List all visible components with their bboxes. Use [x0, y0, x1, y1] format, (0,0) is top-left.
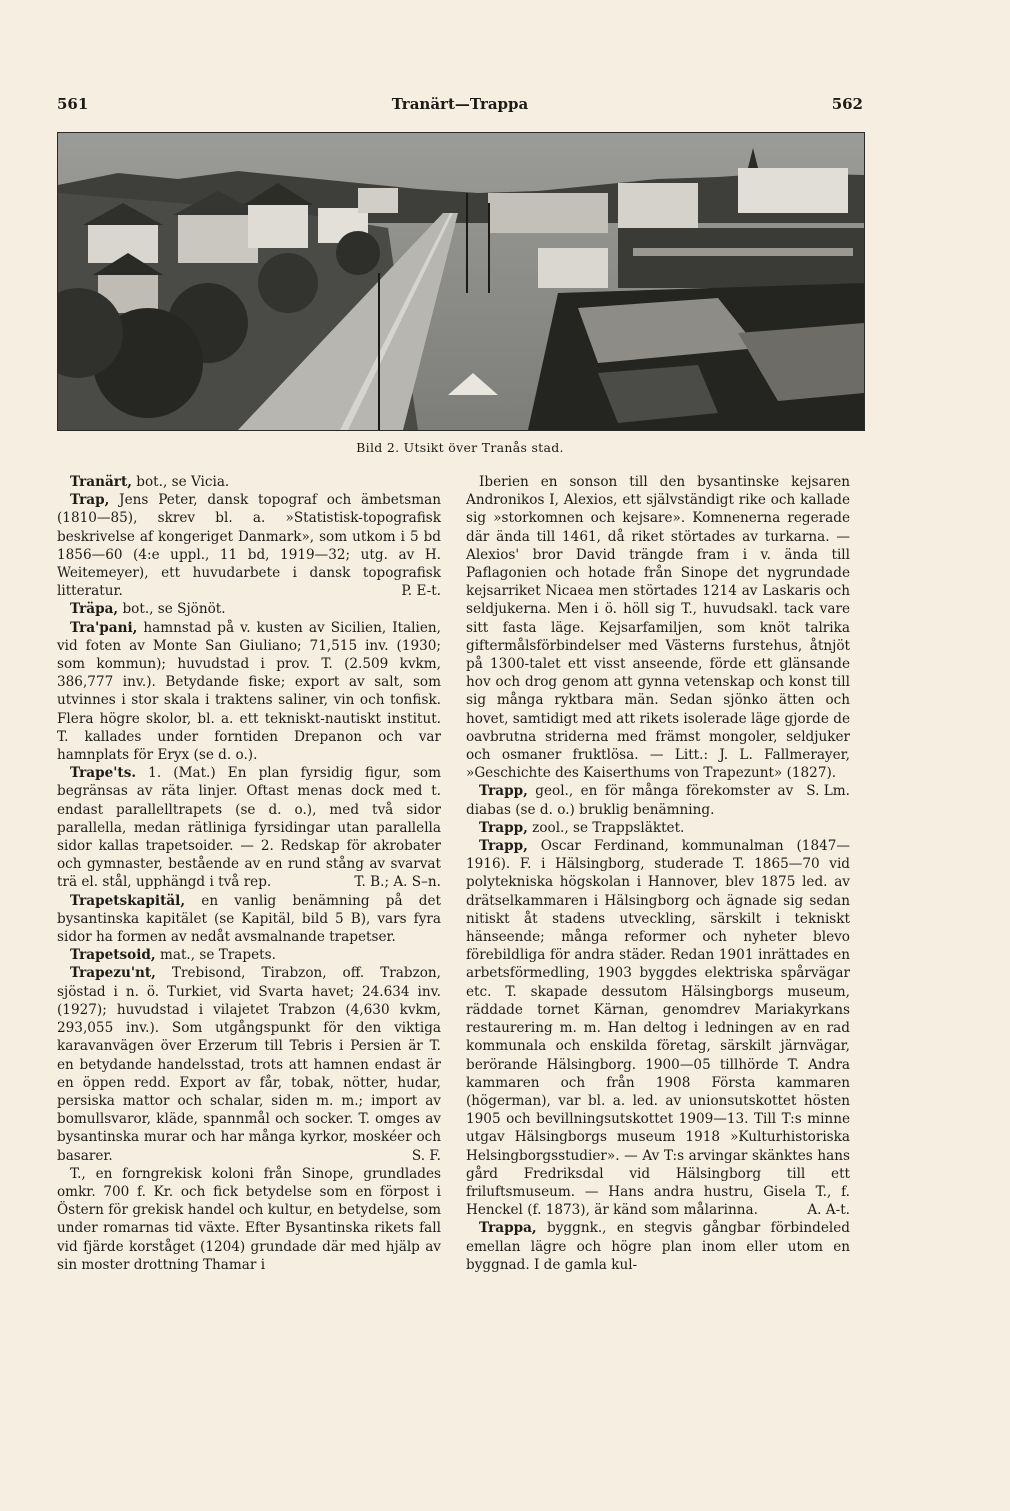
- author-signature: S. Lm.: [806, 783, 850, 800]
- article-entry: [466, 819, 850, 837]
- author-signature: S. F.: [411, 1147, 441, 1164]
- article-entry: [57, 491, 441, 600]
- entry-text: Iberien en sonson till den bysantinske kejsaren Andronikos I, Alexios, ett självständigt rike och kallade sig »storkomnen och kejsare». Komnenerna regerade där ända till 1461, då riket störtades av turkarna. — Alexios' bror David trängde fram i v. ända till Paflagonien och hotade från Sinope det nygrundade kejsarriket Nicaea men störtades 1214 av Laskaris och seldjukerna. Men i ö. höll sig T., huvudsakl. tack vare sitt fasta läge. Kejsarfamiljen, som knöt talrika giftermålsförbindelser med Västerns furstehus, åtnjöt på 1300-talet ett visst anseende, förde ett glänsande hov och drog genom att gynna vetenskap och konst till sig många ryktbara män. Sedan sjönko ätten och hovet, samtidigt med att rikets isolerade läge gjorde de oavbrutna striderna med främst mongoler, seldjuker och osmaner fruktlösa. — Litt.: J. L. Fallmerayer, »Geschichte des Kaiserthums von Trapezunt» (1827).: [466, 474, 850, 782]
- town-photograph: [57, 132, 865, 431]
- article-entry: [57, 764, 441, 891]
- figure-caption: Bild 2. Utsikt över Tranås stad.: [356, 440, 564, 455]
- entry-text: zool., se Trappsläktet.: [527, 819, 685, 836]
- entry-text: bot., se Sjönöt.: [118, 601, 226, 618]
- entry-headword: Trappa,: [479, 1220, 537, 1237]
- article-entry: [57, 619, 441, 765]
- article-entry: [466, 837, 850, 1219]
- entry-headword: Trapp,: [479, 838, 528, 855]
- entry-headword: Trape'ts.: [70, 765, 137, 782]
- author-signature: P. E-t.: [401, 583, 441, 600]
- entry-text: Oscar Ferdinand, kommunalman (1847—1916). F. i Hälsingborg, studerade T. 1865—70 vid polytekniska högskolan i Hannover, blev 1875 led. av drätselkammaren i Hälsingborg och ägnade sig sedan nitiskt åt stadens utveckling, särskilt i tekniskt hänseende; många reformer och nyheter blevo förebildliga för andra städer. Redan 1901 inrättades en arbetsförmedling, 1903 byggdes elektriska spårvägar etc. T. skapade dessutom Hälsingborgs museum, räddade tornet Kärnan, genomdrev Mariakyrkans restaurering m. m. Han deltog i ledningen av en rad kommunala och enskilda företag, särskilt järnvägar, berörande Hälsingborg. 1900—05 tillhörde T. Andra kammaren och från 1908 Första kammaren (högerman), var bl. a. led. av unionsutskottet hösten 1905 och bevillningsutskottet 1909—13. Till T:s minne utgav Hälsingborgs museum 1918 »Kulturhistoriska Helsingborgsstudier». — Av T:s arvingar skänktes hans gård Fredriksdal vid Hälsingborg till ett friluftsmuseum. — Hans andra hustru, Gisela T., f. Henckel (f. 1873), är känd som målarinna.: [466, 838, 850, 1219]
- entry-headword: Trapp,: [479, 819, 528, 836]
- article-entry: [57, 1165, 441, 1274]
- photo-illustration: [58, 133, 864, 430]
- entry-text: geol., en för många förekomster av diabas (se d. o.) bruklig benämning.: [466, 783, 794, 818]
- entry-text: mat., se Trapets.: [155, 947, 276, 964]
- page-number-right: 562: [831, 95, 863, 113]
- left-text-column: [57, 473, 441, 1274]
- article-entry: [466, 782, 850, 818]
- running-header: [57, 95, 863, 119]
- article-entry: [57, 473, 441, 491]
- entry-headword: Tranärt,: [70, 474, 132, 490]
- entry-headword: Trapetskapitäl,: [70, 892, 186, 909]
- running-title: Tranärt—Trappa: [391, 95, 529, 113]
- entry-headword: Tra'pani,: [70, 619, 138, 636]
- article-entry: [57, 964, 441, 1164]
- entry-headword: Trapetsoid,: [70, 947, 156, 964]
- author-signature: T. B.; A. S–n.: [354, 874, 441, 891]
- author-signature: A. A-t.: [807, 1202, 850, 1219]
- entry-text: bot., se Vicia.: [131, 474, 230, 490]
- entry-headword: Trapp,: [479, 783, 528, 800]
- entry-text: 1. (Mat.) En plan fyrsidig figur, som begränsas av räta linjer. Oftast menas dock med t. endast parallelltrapets (se d. o.), med två sidor parallella, medan rätliniga fyrsidingar utan parallella sidor kallas trapetsoider. — 2. Redskap för akrobater och gymnaster, bestående av en rund stång av svarvat trä el. stål, upphängd i två rep.: [57, 765, 441, 891]
- article-entry: [57, 946, 441, 964]
- article-entry: [466, 1219, 850, 1274]
- entry-text: byggnk., en stegvis gångbar förbindeled emellan lägre och högre plan inom eller utom en byggnad. I de gamla kul-: [466, 1220, 850, 1273]
- entry-headword: Trap,: [70, 492, 110, 509]
- entry-headword: Trapezu'nt,: [70, 965, 156, 982]
- entry-headword: Träpa,: [70, 601, 119, 618]
- page-number-left: 561: [57, 95, 89, 113]
- right-text-column: [466, 473, 850, 1274]
- entry-text: Trebisond, Tirabzon, off. Trabzon, sjöstad i n. ö. Turkiet, vid Svarta havet; 24.634 inv. (1927); huvudstad i vilajetet Trabzon (4,630 kvkm, 293,055 inv.). Som utgångspunkt för den viktiga karavanvägen över Erzerum till Tebris i Persien är T. en betydande handelsstad, trots att hamnen endast är en öppen redd. Export av får, tobak, nötter, hudar, persiska mattor och schalar, siden m. m.; import av bomullsvaror, kläde, spannmål och socker. T. omges av bysantinska murar och har många kyrkor, moskéer och basarer.: [57, 965, 441, 1164]
- entry-text: Jens Peter, dansk topograf och ämbetsman (1810—85), skrev bl. a. »Statistisk-topografisk beskrivelse af kongeriget Danmark», som utkom i 5 bd 1856—60 (4:e uppl., 11 bd, 1919—32; utg. av H. Weitemeyer), ett huvudarbete i dansk topografisk litteratur.: [57, 492, 441, 600]
- entry-text: hamnstad på v. kusten av Sicilien, Italien, vid foten av Monte San Giuliano; 71,515 inv. (1930; som kommun); huvudstad i prov. T. (2.509 kvkm, 386,777 inv.). Betydande fiske; export av salt, som utvinnes i stor skala i traktens saliner, vin och tonfisk. Flera högre skolor, bl. a. ett tekniskt-nautiskt institut. T. kallades under forntiden Drepanon och var hamnplats för Eryx (se d. o.).: [57, 619, 441, 764]
- article-entry: [57, 892, 441, 947]
- article-entry: [57, 600, 441, 618]
- entry-text: T., en forngrekisk koloni från Sinope, grundlades omkr. 700 f. Kr. och fick betydelse som en förpost i Östern för grekisk handel och kultur, en betydelse, som under romarnas tid växte. Efter Bysantinska rikets fall vid fjärde korståget (1204) grundade där med hjälp av sin moster drottning Thamar i: [57, 1165, 441, 1273]
- entry-text: en vanlig benämning på det bysantinska kapitälet (se Kapitäl, bild 5 B), vars fyra sidor ha formen av nedåt avsmalnande trapetser.: [57, 892, 441, 946]
